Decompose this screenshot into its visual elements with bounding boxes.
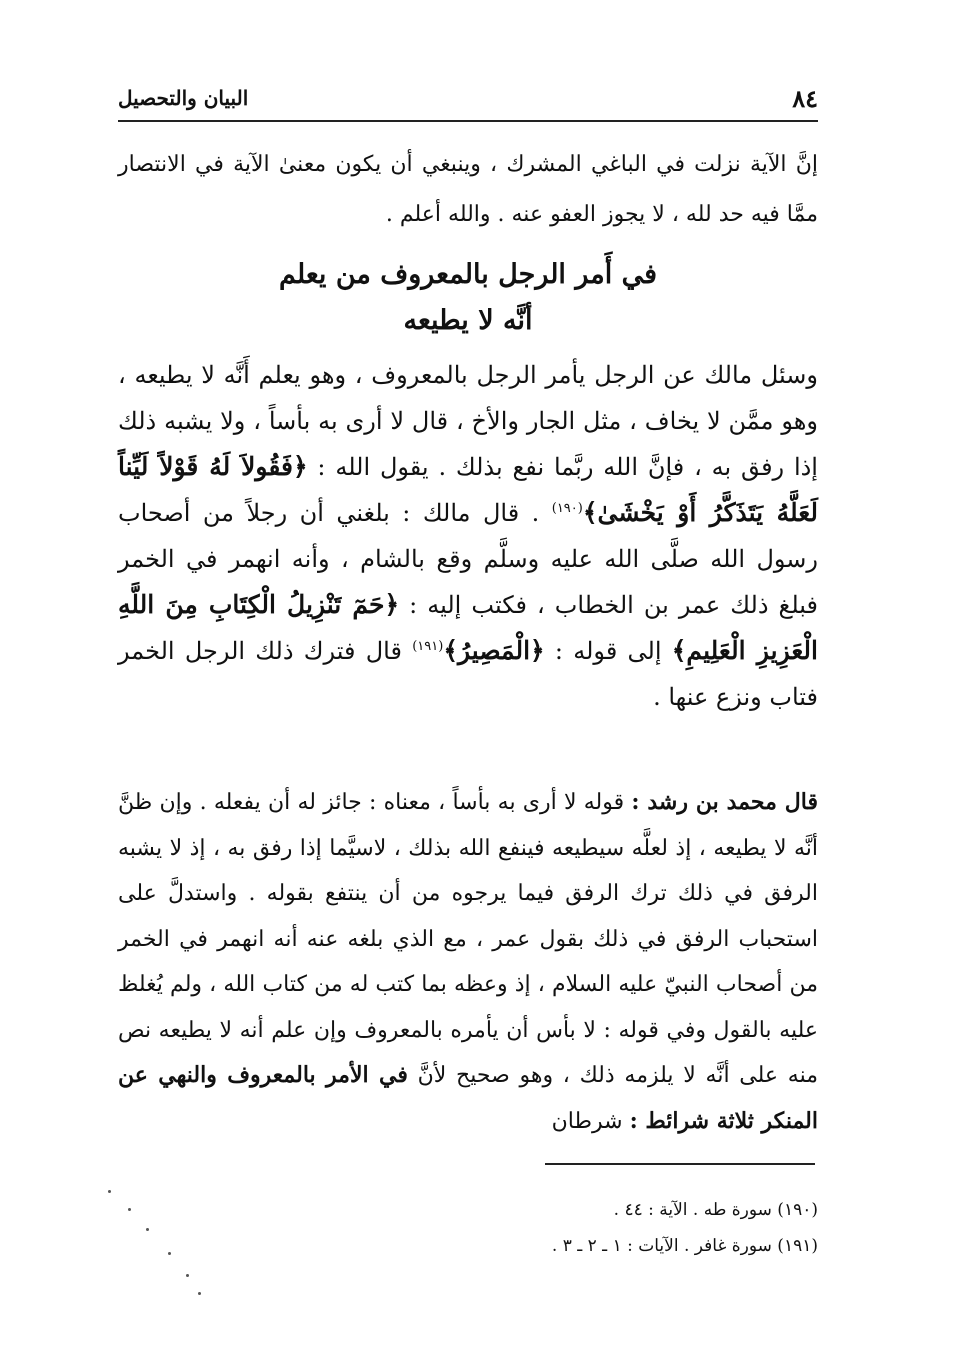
- question-part-1: وسئل مالك عن الرجل يأمر الرجل بالمعروف ، وهو يعلم أَنَّه لا يطيعه ، وهو ممَّن لا يخاف ، مثل الجار والأخ ، قال لا أرى به بأساً ، ولا يشبه ذلك إذا رفق به ، فإنَّ الله ربَّما نفع بذلك . يقول الله :: [118, 361, 819, 481]
- footnotes: [118, 1192, 818, 1264]
- page-header: [118, 80, 818, 122]
- intro-text: إنَّ الآية نزلت في الباغي المشرك ، وينبغي أن يكون معنىٰ الآية في الانتصار ممَّا فيه حد لله ، لا يجوز العفو عنه . والله أعلم .: [118, 152, 818, 227]
- question-part-3: إلى قوله :: [554, 637, 662, 665]
- footnote-190: (١٩٠) سورة طه . الآية : ٤٤ .: [613, 1200, 818, 1220]
- footnote-ref-190: (١٩٠): [551, 501, 583, 516]
- footnote-ref-191: (١٩١): [412, 639, 444, 654]
- section-heading: [118, 252, 818, 344]
- scan-speck: [198, 1292, 201, 1295]
- commentary-paragraph: [118, 780, 818, 1144]
- question-part-4: قال فترك ذلك الرجل الخمر فتاب ونزع عنها .: [118, 637, 818, 711]
- commentary-part-2: شرطان: [551, 1108, 623, 1134]
- footnote-191: (١٩١) سورة غافر . الآيات : ١ ـ ٢ ـ ٣ .: [551, 1236, 818, 1256]
- quran-verse-taha: ﴿فَقُولاَ لَهُ قَوْلاً لَيِّناً لَعَلَّهُ يَتَذَكَّرُ أَوْ يَخْشَىٰ﴾: [118, 452, 818, 527]
- page-number: ٨٤: [792, 84, 818, 113]
- scan-speck: [108, 1190, 111, 1193]
- footnote-divider: [545, 1163, 815, 1165]
- question-text: [118, 352, 818, 720]
- section-heading-line-1: في أَمر الرجل بالمعروف من يعلم: [278, 259, 658, 290]
- scan-speck: [186, 1274, 189, 1277]
- running-title: البيان والتحصيل: [118, 86, 249, 110]
- scan-speck: [128, 1208, 131, 1211]
- intro-paragraph: [118, 140, 818, 240]
- quran-verse-almasir: ﴿الْمَصِيرُ﴾: [443, 636, 545, 665]
- scan-speck: [146, 1228, 149, 1231]
- question-part-2: . قال مالك : بلغني أن رجلاً من أصحاب رسول الله صلَّى الله عليه وسلَّم وقع بالشام ، وأنه انهمر في الخمر فبلغ ذلك عمر بن الخطاب ، فكتب إليه :: [118, 499, 818, 619]
- section-heading-line-2: أنَّه لا يطيعه: [403, 305, 533, 336]
- commentary-part-1: قوله لا أرى به بأساً ، معناه : جائز له أن يفعله . وإن ظنَّ أنَّه لا يطيعه ، إذ لعلَّه سيطيعه فينفع الله بذلك ، لاسيَّما إذا رفق به ، إذ لا يشبه الرفق في ذلك ترك الرفق فيما يرجوه من أن ينتفع بقوله . واستدلَّ على استحباب الرفق في ذلك بقول عمر ، مع الذي بلغه عنه أنه انهمر في الخمر من أصحاب النبيّ عليه السلام ، إذ وعظه بما كتب له من كتاب الله ، ولم يُغلظ عليه بالقول وفي قوله : لا بأس أن يأمره بالمعروف وإن علم أنه لا يطيعه نص منه على أنَّه لا يلزمه ذلك ، وهو صحيح لأنَّ: [118, 790, 818, 1088]
- commentary-author: قال محمد بن رشد :: [631, 789, 818, 815]
- quran-verse-ghafir: ﴿حَمٓ تَنْزِيلُ الْكِتَابِ مِنَ اللَّهِ الْعَزِيزِ الْعَلِيمِ﴾: [118, 590, 818, 665]
- question-paragraph: [118, 352, 818, 720]
- commentary-text: [118, 780, 818, 1144]
- commentary-bold-phrase: في الأمر بالمعروف والنهي عن المنكر ثلاثة شرائط :: [118, 1062, 818, 1134]
- scan-speck: [168, 1252, 171, 1255]
